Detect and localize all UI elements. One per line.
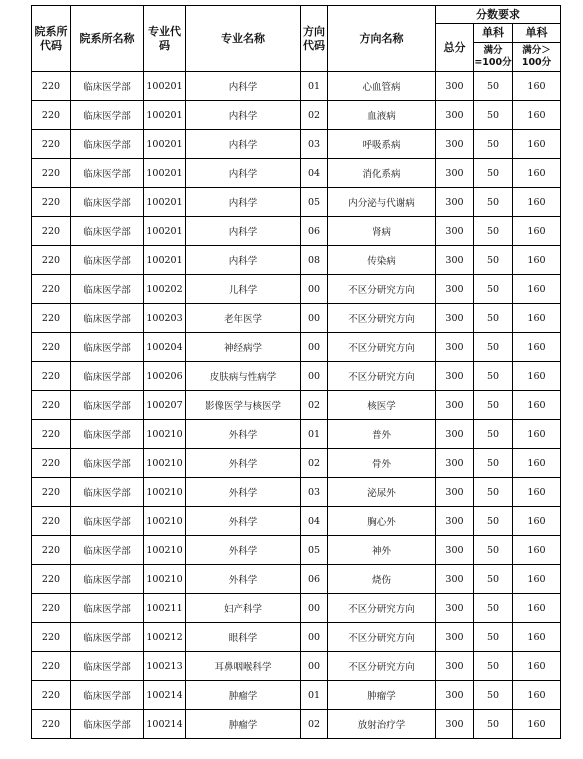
cell-total-score: 300 xyxy=(436,304,474,333)
cell-direction-code: 00 xyxy=(301,333,328,362)
cell-dept-name: 临床医学部 xyxy=(71,420,144,449)
table-row xyxy=(32,594,561,623)
cell-major-name: 外科学 xyxy=(186,507,301,536)
cell-dept-name: 临床医学部 xyxy=(71,710,144,739)
cell-direction-code: 00 xyxy=(301,275,328,304)
cell-major-name: 妇产科学 xyxy=(186,594,301,623)
cell-major-name: 内科学 xyxy=(186,246,301,275)
cell-direction-name: 放射治疗学 xyxy=(328,710,436,739)
cell-single-100: 50 xyxy=(474,449,513,478)
cell-major-name: 外科学 xyxy=(186,449,301,478)
cell-dept-code: 220 xyxy=(32,681,71,710)
cell-dept-code: 220 xyxy=(32,275,71,304)
cell-single-100: 50 xyxy=(474,652,513,681)
cell-major-code: 100210 xyxy=(144,478,186,507)
cell-dept-code: 220 xyxy=(32,652,71,681)
cell-major-code: 100204 xyxy=(144,333,186,362)
cell-direction-code: 05 xyxy=(301,536,328,565)
cell-dept-name: 临床医学部 xyxy=(71,362,144,391)
cell-dept-code: 220 xyxy=(32,246,71,275)
cell-direction-code: 06 xyxy=(301,565,328,594)
cell-dept-code: 220 xyxy=(32,159,71,188)
cell-direction-name: 呼吸系病 xyxy=(328,130,436,159)
cell-major-name: 肿瘤学 xyxy=(186,710,301,739)
cell-major-name: 内科学 xyxy=(186,72,301,101)
cell-major-name: 内科学 xyxy=(186,130,301,159)
cell-single-100: 50 xyxy=(474,623,513,652)
cell-dept-code: 220 xyxy=(32,420,71,449)
table-row xyxy=(32,101,561,130)
cell-single-100: 50 xyxy=(474,507,513,536)
cell-total-score: 300 xyxy=(436,623,474,652)
cell-direction-name: 肾病 xyxy=(328,217,436,246)
cell-dept-name: 临床医学部 xyxy=(71,275,144,304)
cell-single-over-100: 160 xyxy=(513,478,561,507)
cell-major-name: 耳鼻咽喉科学 xyxy=(186,652,301,681)
cell-total-score: 300 xyxy=(436,130,474,159)
cell-major-name: 外科学 xyxy=(186,478,301,507)
cell-single-over-100: 160 xyxy=(513,304,561,333)
cell-single-100: 50 xyxy=(474,681,513,710)
cell-total-score: 300 xyxy=(436,72,474,101)
table-row xyxy=(32,159,561,188)
cell-major-code: 100201 xyxy=(144,246,186,275)
header-major-name: 专业名称 xyxy=(186,6,301,72)
cell-direction-name: 泌尿外 xyxy=(328,478,436,507)
cell-major-code: 100213 xyxy=(144,652,186,681)
cell-single-100: 50 xyxy=(474,304,513,333)
table-row xyxy=(32,536,561,565)
table-row xyxy=(32,362,561,391)
cell-direction-code: 01 xyxy=(301,420,328,449)
cell-single-over-100: 160 xyxy=(513,101,561,130)
table-row xyxy=(32,565,561,594)
cell-direction-name: 不区分研究方向 xyxy=(328,652,436,681)
cell-total-score: 300 xyxy=(436,275,474,304)
cell-direction-name: 不区分研究方向 xyxy=(328,362,436,391)
cell-direction-name: 内分泌与代谢病 xyxy=(328,188,436,217)
cell-dept-code: 220 xyxy=(32,449,71,478)
cell-dept-name: 临床医学部 xyxy=(71,101,144,130)
cell-total-score: 300 xyxy=(436,710,474,739)
cell-direction-code: 02 xyxy=(301,449,328,478)
cell-dept-code: 220 xyxy=(32,391,71,420)
cell-dept-code: 220 xyxy=(32,507,71,536)
cell-direction-code: 00 xyxy=(301,362,328,391)
header-total-score: 总分 xyxy=(436,24,474,72)
cell-total-score: 300 xyxy=(436,536,474,565)
cell-direction-name: 不区分研究方向 xyxy=(328,304,436,333)
cell-dept-name: 临床医学部 xyxy=(71,333,144,362)
table-row xyxy=(32,72,561,101)
cell-direction-code: 00 xyxy=(301,594,328,623)
cell-single-over-100: 160 xyxy=(513,391,561,420)
cell-dept-code: 220 xyxy=(32,188,71,217)
cell-major-code: 100211 xyxy=(144,594,186,623)
cell-single-100: 50 xyxy=(474,130,513,159)
cell-direction-code: 02 xyxy=(301,710,328,739)
cell-direction-name: 不区分研究方向 xyxy=(328,275,436,304)
header-direction-name: 方向名称 xyxy=(328,6,436,72)
cell-direction-code: 04 xyxy=(301,507,328,536)
table-row xyxy=(32,710,561,739)
cell-dept-name: 临床医学部 xyxy=(71,304,144,333)
cell-direction-code: 00 xyxy=(301,623,328,652)
cell-single-over-100: 160 xyxy=(513,159,561,188)
header-score-requirements: 分数要求 xyxy=(436,6,561,24)
cell-direction-name: 神外 xyxy=(328,536,436,565)
table-row xyxy=(32,130,561,159)
cell-major-name: 儿科学 xyxy=(186,275,301,304)
cell-dept-code: 220 xyxy=(32,130,71,159)
cell-direction-code: 03 xyxy=(301,478,328,507)
cell-dept-code: 220 xyxy=(32,536,71,565)
cell-major-name: 外科学 xyxy=(186,565,301,594)
cell-single-over-100: 160 xyxy=(513,710,561,739)
header-full-score-100: 满分=100分 xyxy=(474,43,513,72)
cell-major-code: 100210 xyxy=(144,536,186,565)
table-row xyxy=(32,681,561,710)
cell-major-code: 100201 xyxy=(144,130,186,159)
cell-major-name: 内科学 xyxy=(186,101,301,130)
cell-total-score: 300 xyxy=(436,101,474,130)
cell-major-name: 内科学 xyxy=(186,188,301,217)
cell-single-100: 50 xyxy=(474,478,513,507)
cell-direction-code: 02 xyxy=(301,101,328,130)
header-single-subject-1: 单科 xyxy=(474,24,513,43)
cell-single-over-100: 160 xyxy=(513,333,561,362)
header-major-code: 专业代码 xyxy=(144,6,186,72)
cell-single-100: 50 xyxy=(474,246,513,275)
cell-dept-name: 临床医学部 xyxy=(71,565,144,594)
cell-single-over-100: 160 xyxy=(513,246,561,275)
cell-single-100: 50 xyxy=(474,275,513,304)
table-row xyxy=(32,333,561,362)
cell-single-over-100: 160 xyxy=(513,72,561,101)
cell-direction-name: 血液病 xyxy=(328,101,436,130)
table-header xyxy=(32,6,561,72)
cell-major-name: 外科学 xyxy=(186,536,301,565)
table-row xyxy=(32,304,561,333)
cell-total-score: 300 xyxy=(436,565,474,594)
cell-dept-name: 临床医学部 xyxy=(71,159,144,188)
cell-direction-code: 04 xyxy=(301,159,328,188)
table-row xyxy=(32,623,561,652)
cell-major-name: 外科学 xyxy=(186,420,301,449)
cell-single-100: 50 xyxy=(474,594,513,623)
score-requirements-table xyxy=(31,5,561,739)
cell-direction-code: 02 xyxy=(301,391,328,420)
cell-single-over-100: 160 xyxy=(513,449,561,478)
cell-major-code: 100214 xyxy=(144,710,186,739)
cell-single-over-100: 160 xyxy=(513,188,561,217)
cell-total-score: 300 xyxy=(436,652,474,681)
cell-direction-name: 不区分研究方向 xyxy=(328,594,436,623)
cell-total-score: 300 xyxy=(436,681,474,710)
cell-major-name: 神经病学 xyxy=(186,333,301,362)
cell-dept-name: 临床医学部 xyxy=(71,72,144,101)
cell-dept-name: 临床医学部 xyxy=(71,449,144,478)
cell-direction-name: 骨外 xyxy=(328,449,436,478)
cell-single-100: 50 xyxy=(474,217,513,246)
cell-single-100: 50 xyxy=(474,188,513,217)
cell-single-over-100: 160 xyxy=(513,420,561,449)
cell-major-code: 100206 xyxy=(144,362,186,391)
cell-major-code: 100210 xyxy=(144,420,186,449)
cell-dept-name: 临床医学部 xyxy=(71,507,144,536)
cell-dept-code: 220 xyxy=(32,362,71,391)
cell-total-score: 300 xyxy=(436,507,474,536)
cell-direction-name: 心血管病 xyxy=(328,72,436,101)
table-body xyxy=(32,72,561,739)
cell-total-score: 300 xyxy=(436,362,474,391)
table-row xyxy=(32,188,561,217)
table-row xyxy=(32,420,561,449)
cell-dept-code: 220 xyxy=(32,565,71,594)
cell-major-name: 老年医学 xyxy=(186,304,301,333)
cell-major-code: 100214 xyxy=(144,681,186,710)
cell-single-over-100: 160 xyxy=(513,362,561,391)
cell-major-name: 眼科学 xyxy=(186,623,301,652)
cell-major-code: 100203 xyxy=(144,304,186,333)
cell-direction-code: 05 xyxy=(301,188,328,217)
cell-single-100: 50 xyxy=(474,565,513,594)
table-row xyxy=(32,275,561,304)
cell-total-score: 300 xyxy=(436,478,474,507)
cell-direction-name: 肿瘤学 xyxy=(328,681,436,710)
cell-direction-name: 核医学 xyxy=(328,391,436,420)
cell-major-name: 皮肤病与性病学 xyxy=(186,362,301,391)
cell-major-code: 100201 xyxy=(144,188,186,217)
cell-total-score: 300 xyxy=(436,594,474,623)
cell-direction-code: 08 xyxy=(301,246,328,275)
cell-direction-code: 00 xyxy=(301,652,328,681)
cell-major-code: 100201 xyxy=(144,159,186,188)
cell-direction-code: 01 xyxy=(301,72,328,101)
cell-major-code: 100210 xyxy=(144,507,186,536)
cell-direction-name: 不区分研究方向 xyxy=(328,333,436,362)
cell-dept-name: 临床医学部 xyxy=(71,246,144,275)
header-full-score-over-100: 满分＞100分 xyxy=(513,43,561,72)
cell-direction-code: 03 xyxy=(301,130,328,159)
cell-major-code: 100202 xyxy=(144,275,186,304)
header-single-subject-2: 单科 xyxy=(513,24,561,43)
header-direction-code: 方向代码 xyxy=(301,6,328,72)
cell-total-score: 300 xyxy=(436,333,474,362)
cell-major-code: 100210 xyxy=(144,449,186,478)
cell-single-over-100: 160 xyxy=(513,652,561,681)
cell-dept-name: 临床医学部 xyxy=(71,188,144,217)
table-row xyxy=(32,478,561,507)
cell-total-score: 300 xyxy=(436,420,474,449)
cell-single-over-100: 160 xyxy=(513,565,561,594)
cell-total-score: 300 xyxy=(436,217,474,246)
cell-direction-name: 普外 xyxy=(328,420,436,449)
cell-single-over-100: 160 xyxy=(513,623,561,652)
cell-single-over-100: 160 xyxy=(513,594,561,623)
table-row xyxy=(32,507,561,536)
cell-dept-code: 220 xyxy=(32,710,71,739)
cell-single-100: 50 xyxy=(474,101,513,130)
cell-total-score: 300 xyxy=(436,159,474,188)
cell-dept-code: 220 xyxy=(32,304,71,333)
cell-total-score: 300 xyxy=(436,391,474,420)
cell-single-over-100: 160 xyxy=(513,217,561,246)
cell-single-100: 50 xyxy=(474,420,513,449)
cell-single-100: 50 xyxy=(474,333,513,362)
cell-dept-name: 临床医学部 xyxy=(71,652,144,681)
header-dept-code: 院系所代码 xyxy=(32,6,71,72)
cell-single-over-100: 160 xyxy=(513,130,561,159)
cell-dept-code: 220 xyxy=(32,217,71,246)
cell-dept-code: 220 xyxy=(32,72,71,101)
table-row xyxy=(32,652,561,681)
table-row xyxy=(32,391,561,420)
cell-dept-name: 临床医学部 xyxy=(71,681,144,710)
cell-direction-name: 传染病 xyxy=(328,246,436,275)
cell-major-code: 100201 xyxy=(144,72,186,101)
cell-direction-name: 不区分研究方向 xyxy=(328,623,436,652)
cell-total-score: 300 xyxy=(436,449,474,478)
cell-dept-name: 临床医学部 xyxy=(71,130,144,159)
cell-single-100: 50 xyxy=(474,362,513,391)
cell-dept-code: 220 xyxy=(32,333,71,362)
cell-single-100: 50 xyxy=(474,159,513,188)
table-row xyxy=(32,449,561,478)
cell-direction-code: 01 xyxy=(301,681,328,710)
cell-dept-name: 临床医学部 xyxy=(71,478,144,507)
cell-dept-name: 临床医学部 xyxy=(71,391,144,420)
cell-direction-code: 00 xyxy=(301,304,328,333)
table-row xyxy=(32,246,561,275)
cell-major-name: 肿瘤学 xyxy=(186,681,301,710)
cell-major-code: 100210 xyxy=(144,565,186,594)
cell-single-100: 50 xyxy=(474,391,513,420)
cell-major-code: 100201 xyxy=(144,101,186,130)
cell-major-code: 100201 xyxy=(144,217,186,246)
cell-dept-code: 220 xyxy=(32,594,71,623)
cell-dept-name: 临床医学部 xyxy=(71,623,144,652)
cell-dept-name: 临床医学部 xyxy=(71,536,144,565)
cell-major-code: 100207 xyxy=(144,391,186,420)
cell-direction-name: 烧伤 xyxy=(328,565,436,594)
cell-direction-name: 胸心外 xyxy=(328,507,436,536)
cell-single-over-100: 160 xyxy=(513,681,561,710)
table-row xyxy=(32,217,561,246)
cell-dept-code: 220 xyxy=(32,478,71,507)
cell-dept-name: 临床医学部 xyxy=(71,594,144,623)
cell-dept-name: 临床医学部 xyxy=(71,217,144,246)
cell-major-name: 内科学 xyxy=(186,159,301,188)
cell-single-100: 50 xyxy=(474,72,513,101)
cell-single-100: 50 xyxy=(474,536,513,565)
cell-single-100: 50 xyxy=(474,710,513,739)
cell-single-over-100: 160 xyxy=(513,507,561,536)
header-dept-name: 院系所名称 xyxy=(71,6,144,72)
cell-major-name: 内科学 xyxy=(186,217,301,246)
cell-direction-code: 06 xyxy=(301,217,328,246)
cell-single-over-100: 160 xyxy=(513,536,561,565)
cell-total-score: 300 xyxy=(436,246,474,275)
cell-dept-code: 220 xyxy=(32,623,71,652)
cell-total-score: 300 xyxy=(436,188,474,217)
cell-single-over-100: 160 xyxy=(513,275,561,304)
cell-major-name: 影像医学与核医学 xyxy=(186,391,301,420)
cell-dept-code: 220 xyxy=(32,101,71,130)
cell-major-code: 100212 xyxy=(144,623,186,652)
cell-direction-name: 消化系病 xyxy=(328,159,436,188)
